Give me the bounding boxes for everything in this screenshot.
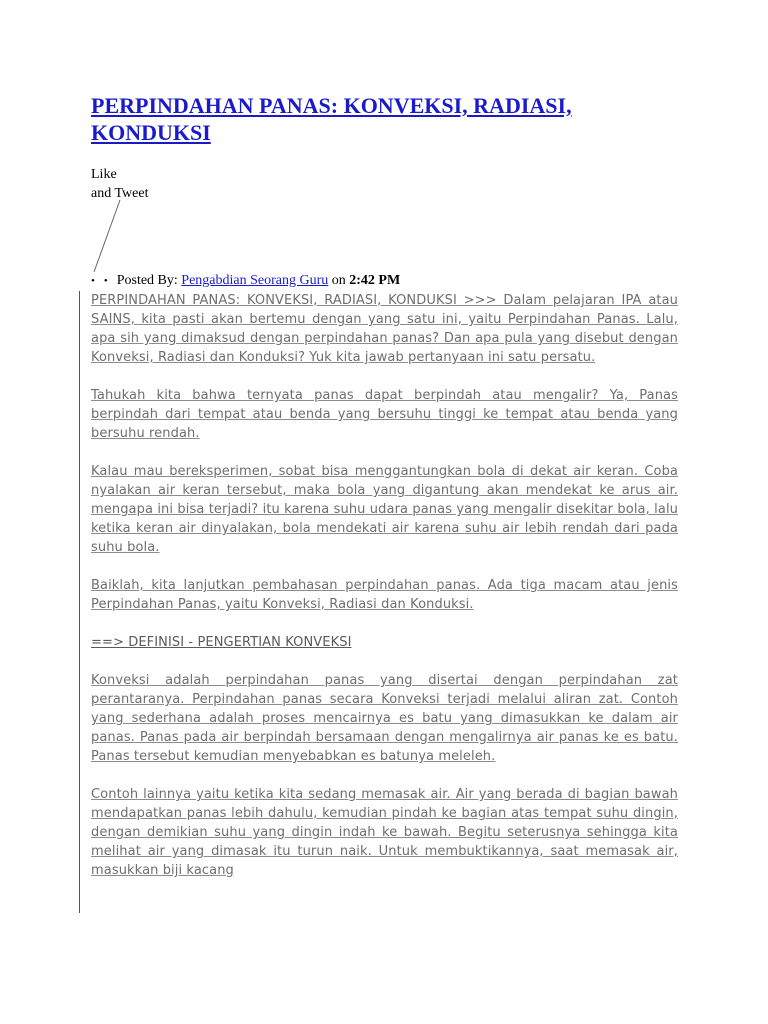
on-label: on — [331, 273, 346, 288]
paragraph[interactable]: Konveksi adalah perpindahan panas yang disertai dengan perpindahan zat perantaranya. Perpindahan panas secara Konveksi terjadi melalui aliran zat. Contoh yang sederhana adalah proses mencairnya es batu yang dimasukkan ke dalam air panas. Panas pada air berpindah bersamaan dengan mengalirnya air panas ke es batu. Panas tersebut kemudian menyebabkan es batunya meleleh. — [91, 673, 678, 764]
post-meta — [91, 272, 400, 290]
section-heading[interactable]: ==> DEFINISI - PENGERTIAN KONVEKSI — [91, 635, 352, 650]
like-link[interactable]: Like — [91, 167, 117, 182]
bullet-icon: • — [91, 275, 95, 287]
paragraph[interactable]: Contoh lainnya yaitu ketika kita sedang memasak air. Air yang berada di bagian bawah mendapatkan panas lebih dahulu, kemudian pindah ke bagian atas tempat suhu dingin, dengan demikian suhu yang dingin indah ke bawah. Begitu seterusnya sehingga kita melihat air yang dimasak itu turun naik. Untuk membuktikannya, saat memasak air, masukkan biji kacang — [91, 787, 678, 878]
article-body-viewport — [0, 291, 768, 913]
post-time: 2:42 PM — [349, 273, 401, 288]
posted-by-label: Posted By: — [116, 273, 178, 288]
paragraph[interactable]: Baiklah, kita lanjutkan pembahasan perpindahan panas. Ada tiga macam atau jenis Perpindahan Panas, yaitu Konveksi, Radiasi dan Konduksi. — [91, 578, 678, 612]
article-title[interactable]: PERPINDAHAN PANAS: KONVEKSI, RADIASI, KONDUKSI — [91, 93, 572, 145]
paragraph[interactable]: Tahukah kita bahwa ternyata panas dapat berpindah atau mengalir? Ya, Panas berpindah dari tempat atau benda yang bersuhu tinggi ke tempat atau benda yang bersuhu rendah. — [91, 388, 678, 441]
author-link[interactable]: Pengabdian Seorang Guru — [181, 273, 329, 288]
article-body — [91, 291, 678, 880]
bullet-icon: • — [103, 275, 108, 287]
paragraph[interactable]: Kalau mau bereksperimen, sobat bisa menggantungkan bola di dekat air keran. Coba nyalakan air keran tersebut, maka bola yang digantung akan mendekat ke arus air. mengapa ini bisa terjadi? itu karena suhu udara panas yang mengalir disekitar bola, lalu ketika keran air dinyalakan, bola mendekati air karena suhu air lebih rendah dari pada suhu bola. — [91, 464, 678, 555]
paragraph[interactable]: PERPINDAHAN PANAS: KONVEKSI, RADIASI, KONDUKSI >>> Dalam pelajaran IPA atau SAINS, kita pasti akan bertemu dengan yang satu ini, yaitu Perpindahan Panas. Lalu, apa sih yang dimaksud dengan perpindahan panas? Dan apa pula yang disebut dengan Konveksi, Radiasi dan Konduksi? Yuk kita jawab pertanyaan ini satu persatu. — [91, 293, 678, 365]
tweet-link[interactable]: and Tweet — [91, 186, 149, 201]
broken-image-line — [88, 198, 128, 278]
